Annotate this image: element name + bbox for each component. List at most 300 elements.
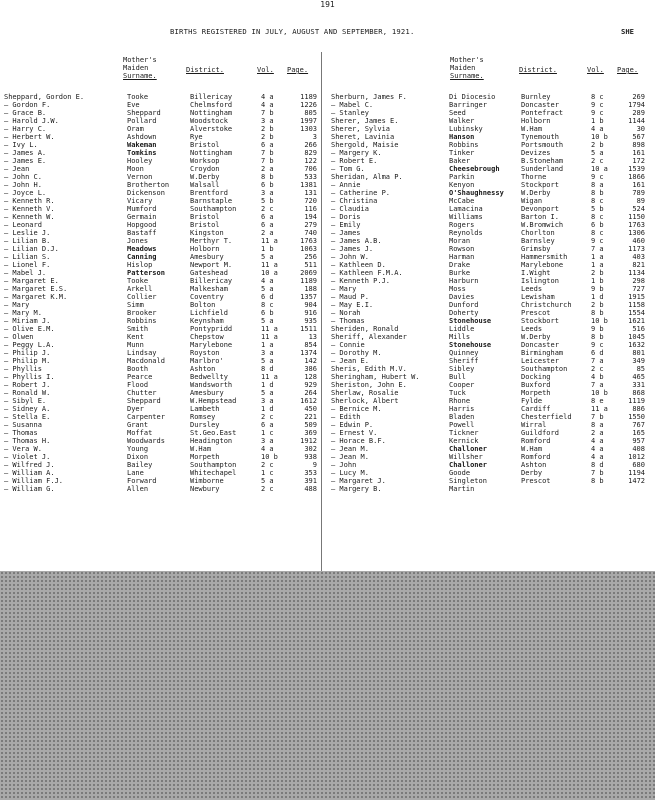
- register-entry: [4, 437, 318, 445]
- page-ref: 929: [304, 381, 317, 389]
- register-entry: [4, 429, 318, 437]
- page-ref: 266: [304, 141, 317, 149]
- mothers-maiden-name: Powell: [449, 421, 475, 429]
- register-entry: [4, 389, 318, 397]
- entry-name: — Stanley: [331, 109, 369, 117]
- district: Amesbury: [190, 389, 224, 397]
- volume: 1 a: [591, 261, 604, 269]
- register-entry: [4, 261, 318, 269]
- entry-name: — Gordon F.: [4, 101, 51, 109]
- entry-name: — Jean E.: [331, 357, 369, 365]
- entry-name: — Doris: [331, 213, 361, 221]
- volume: 2 a: [261, 165, 274, 173]
- register-entry: [4, 309, 318, 317]
- volume: 5 a: [261, 389, 274, 397]
- mothers-maiden-name: Pearce: [127, 373, 153, 381]
- entry-name: — Lilian B.: [4, 237, 51, 245]
- district: Marylebone: [190, 341, 233, 349]
- volume: 1 b: [591, 117, 604, 125]
- volume: 5 a: [261, 357, 274, 365]
- mothers-maiden-name: Simm: [127, 301, 144, 309]
- register-entry: [331, 381, 647, 389]
- entry-name: — Violet J.: [4, 453, 51, 461]
- volume: 6 a: [261, 221, 274, 229]
- entry-name: Sherlock, Albert: [331, 397, 399, 405]
- entry-name: — Horace B.F.: [331, 437, 386, 445]
- district: Lewisham: [521, 293, 555, 301]
- page-ref: 1194: [628, 469, 645, 477]
- register-entry: [4, 133, 318, 141]
- mothers-maiden-name: Munn: [127, 341, 144, 349]
- entry-name: — Catherine P.: [331, 189, 391, 197]
- district: Newport M.: [190, 261, 233, 269]
- mothers-maiden-name: Barringer: [449, 101, 487, 109]
- right-header-vol: [587, 66, 604, 74]
- register-entry: [331, 237, 647, 245]
- entry-name: Sherlaw, Rosalie: [331, 389, 399, 397]
- district: Stockbort: [521, 317, 559, 325]
- left-entries-column: [4, 93, 318, 493]
- page-ref: 1226: [300, 101, 317, 109]
- mothers-maiden-name: Parkin: [449, 173, 475, 181]
- entry-name: Sheppard, Gordon E.: [4, 93, 85, 101]
- register-entry: [331, 461, 647, 469]
- district: W.Ham: [521, 445, 543, 453]
- register-entry: [4, 349, 318, 357]
- volume: 8 d: [591, 461, 604, 469]
- volume: 10 a: [261, 269, 278, 277]
- page-ref: 1612: [300, 397, 317, 405]
- entry-name: — John: [331, 461, 357, 469]
- volume: 11 a: [261, 261, 278, 269]
- page-ref: 256: [304, 253, 317, 261]
- register-entry: [331, 453, 647, 461]
- mothers-maiden-name: Oram: [127, 125, 144, 133]
- page-ref: 898: [632, 141, 645, 149]
- page-ref: 131: [304, 189, 317, 197]
- district: Marylebone: [521, 261, 564, 269]
- mothers-maiden-name: Seed: [449, 109, 466, 117]
- entry-name: — James J.: [331, 245, 374, 253]
- mothers-maiden-name: Brotherton: [127, 181, 170, 189]
- register-entry: [331, 269, 647, 277]
- surname-range-code: SHE: [621, 27, 634, 36]
- entry-name: — Kathleen F.M.A.: [331, 269, 403, 277]
- district: Romford: [521, 453, 551, 461]
- mothers-maiden-name: Sheppard: [127, 397, 161, 405]
- register-entry: [331, 325, 647, 333]
- page-ref: 194: [304, 213, 317, 221]
- page-ref: 789: [632, 189, 645, 197]
- district: Lichfield: [190, 309, 228, 317]
- page-ref: 829: [304, 149, 317, 157]
- district: Prescot: [521, 309, 551, 317]
- mothers-maiden-name: Meadows: [127, 245, 157, 253]
- register-entry: [4, 381, 318, 389]
- district: Holborn: [190, 245, 220, 253]
- mothers-maiden-name: Macdonald: [127, 357, 165, 365]
- register-entry: [4, 93, 318, 101]
- register-entry: [4, 373, 318, 381]
- page-ref: 706: [304, 165, 317, 173]
- district: Merthyr T.: [190, 237, 233, 245]
- register-entry: [4, 125, 318, 133]
- header-text: Mother's: [450, 56, 484, 64]
- volume: 3 a: [261, 117, 274, 125]
- page-ref: 1045: [628, 333, 645, 341]
- right-header-page: [617, 66, 638, 74]
- district: Burnley: [521, 93, 551, 101]
- district: Docking: [521, 373, 551, 381]
- volume: 9 b: [591, 285, 604, 293]
- mothers-maiden-name: Robbins: [127, 317, 157, 325]
- page-ref: 2069: [300, 269, 317, 277]
- volume: 7 a: [591, 245, 604, 253]
- register-entry: [331, 301, 647, 309]
- volume: 5 a: [261, 477, 274, 485]
- register-entry: [4, 237, 318, 245]
- page-ref: 349: [632, 357, 645, 365]
- register-entry: [4, 173, 318, 181]
- entry-name: — Olwen: [4, 333, 34, 341]
- district: Brentford: [190, 189, 228, 197]
- volume: 1 b: [261, 245, 274, 253]
- volume: 7 b: [261, 157, 274, 165]
- mothers-maiden-name: Sheriff: [449, 357, 479, 365]
- entry-name: Shergold, Maisie: [331, 141, 399, 149]
- mothers-maiden-name: Allen: [127, 485, 149, 493]
- volume: 3 a: [261, 437, 274, 445]
- entry-name: — Thomas H.: [4, 437, 51, 445]
- page-ref: 916: [304, 309, 317, 317]
- register-entry: [4, 221, 318, 229]
- page-ref: 403: [632, 253, 645, 261]
- mothers-maiden-name: Sibley: [449, 365, 475, 373]
- entry-name: — Connie: [331, 341, 365, 349]
- district: Romford: [521, 437, 551, 445]
- entry-name: — Claudia: [331, 205, 369, 213]
- volume: 4 a: [591, 453, 604, 461]
- page-ref: 509: [304, 421, 317, 429]
- entry-name: — Mary: [331, 285, 357, 293]
- district: Woodstock: [190, 117, 228, 125]
- register-entry: [331, 285, 647, 293]
- entry-name: — Ivy L.: [4, 141, 38, 149]
- entry-name: — Mabel C.: [331, 101, 374, 109]
- page-ref: 1306: [628, 229, 645, 237]
- page-ref: 1763: [628, 221, 645, 229]
- register-entry: [4, 397, 318, 405]
- entry-name: — Maud P.: [331, 293, 369, 301]
- register-entry: [331, 405, 647, 413]
- entry-name: — Olive E.M.: [4, 325, 55, 333]
- district: W.Hempstead: [190, 397, 237, 405]
- register-entry: [331, 189, 647, 197]
- district: Wigan: [521, 197, 543, 205]
- mothers-maiden-name: Brooker: [127, 309, 157, 317]
- district: Buxford: [521, 381, 551, 389]
- volume: 1 a: [591, 253, 604, 261]
- volume: 10 b: [591, 317, 608, 325]
- page-ref: 1912: [300, 437, 317, 445]
- district: W.Derby: [190, 173, 220, 181]
- register-entry: [331, 293, 647, 301]
- district: Bedwellty: [190, 373, 228, 381]
- volume: 3 a: [261, 397, 274, 405]
- register-entry: [4, 229, 318, 237]
- entry-name: — James E.: [4, 157, 47, 165]
- entry-name: — Leslie J.: [4, 229, 51, 237]
- entry-name: — William G.: [4, 485, 55, 493]
- entry-name: — Phyllis: [4, 365, 42, 373]
- mothers-maiden-name: Tickner: [449, 429, 479, 437]
- volume: 10 b: [591, 133, 608, 141]
- entry-name: — Wilfred J.: [4, 461, 55, 469]
- register-entry: [4, 477, 318, 485]
- entry-name: — Joyce L.: [4, 189, 47, 197]
- register-entry: [331, 421, 647, 429]
- entry-name: — Margaret K.M.: [4, 293, 68, 301]
- mothers-maiden-name: Davies: [449, 293, 475, 301]
- entry-name: — Margaret J.: [331, 477, 386, 485]
- volume: 1 a: [261, 341, 274, 349]
- left-header-page: [287, 66, 308, 74]
- page-ref: 161: [632, 181, 645, 189]
- page-ref: 1012: [628, 453, 645, 461]
- mothers-maiden-name: Mills: [449, 333, 471, 341]
- page-ref: 1063: [300, 245, 317, 253]
- volume: 2 b: [591, 141, 604, 149]
- volume: 8 a: [591, 421, 604, 429]
- district: Coventry: [190, 293, 224, 301]
- page-ref: 1374: [300, 349, 317, 357]
- register-entry: [331, 205, 647, 213]
- mothers-maiden-name: Patterson: [127, 269, 165, 277]
- district: Amesbury: [190, 253, 224, 261]
- register-entry: [4, 181, 318, 189]
- register-entry: [4, 413, 318, 421]
- register-entry: [4, 453, 318, 461]
- header-text: Maiden: [450, 64, 476, 72]
- page-ref: 511: [304, 261, 317, 269]
- volume: 5 a: [591, 149, 604, 157]
- volume: 6 b: [591, 221, 604, 229]
- district: Nottingham: [190, 109, 233, 117]
- volume: 8 c: [591, 197, 604, 205]
- page-ref: 264: [304, 389, 317, 397]
- page-ref: 1144: [628, 117, 645, 125]
- mothers-maiden-name: Eve: [127, 101, 140, 109]
- mothers-maiden-name: Challoner: [449, 461, 487, 469]
- district: W.Derby: [521, 333, 551, 341]
- mothers-maiden-name: Bull: [449, 373, 466, 381]
- register-entry: [4, 317, 318, 325]
- district: Chorlton: [521, 229, 555, 237]
- volume: 9 c: [591, 237, 604, 245]
- mothers-maiden-name: Liddle: [449, 325, 475, 333]
- register-entry: [331, 229, 647, 237]
- register-entry: [4, 357, 318, 365]
- register-entry: [4, 365, 318, 373]
- volume: 1 d: [591, 293, 604, 301]
- entry-name: — Norah: [331, 309, 361, 317]
- entry-name: — James: [331, 229, 361, 237]
- mothers-maiden-name: Hislop: [127, 261, 153, 269]
- district: Marlbro': [190, 357, 224, 365]
- volume: 8 b: [591, 309, 604, 317]
- entry-name: Sherburn, James F.: [331, 93, 407, 101]
- entry-name: Sheriden, Ronald: [331, 325, 399, 333]
- register-entry: [331, 341, 647, 349]
- mothers-maiden-name: Tooke: [127, 93, 149, 101]
- volume: 4 b: [591, 373, 604, 381]
- entry-name: Sherer, James E.: [331, 117, 399, 125]
- district: Romsey: [190, 413, 216, 421]
- mothers-maiden-name: Stonehouse: [449, 317, 492, 325]
- mothers-maiden-name: Jones: [127, 237, 149, 245]
- entry-name: — Tom G.: [331, 165, 365, 173]
- register-entry: [331, 133, 647, 141]
- entry-name: — Robert E.: [331, 157, 378, 165]
- district: Thorne: [521, 173, 547, 181]
- district: W.Derby: [521, 189, 551, 197]
- register-entry: [331, 437, 647, 445]
- mothers-maiden-name: Germain: [127, 213, 157, 221]
- volume: 2 c: [261, 413, 274, 421]
- register-entry: [4, 445, 318, 453]
- page-number: 191: [320, 0, 335, 9]
- page-ref: 269: [632, 93, 645, 101]
- page-ref: 353: [304, 469, 317, 477]
- district: Cardiff: [521, 405, 551, 413]
- register-entry: [331, 141, 647, 149]
- mothers-maiden-name: Grant: [127, 421, 149, 429]
- register-entry: [331, 181, 647, 189]
- page-ref: 727: [632, 285, 645, 293]
- district: Bristol: [190, 221, 220, 229]
- register-entry: [4, 117, 318, 125]
- entry-name: — Lilian D.J.: [4, 245, 59, 253]
- district: I.Wight: [521, 269, 551, 277]
- page-ref: 9: [312, 461, 317, 469]
- left-header-district: [186, 66, 224, 74]
- volume: 1 c: [261, 429, 274, 437]
- mothers-maiden-name: Rogers: [449, 221, 475, 229]
- register-entry: [331, 317, 647, 325]
- district: Hammersmith: [521, 253, 568, 261]
- entry-name: — Margery B.: [331, 485, 382, 493]
- register-entry: [331, 469, 647, 477]
- page-ref: 1119: [628, 397, 645, 405]
- volume: 5 a: [261, 285, 274, 293]
- district: Barton I.: [521, 213, 559, 221]
- volume: 7 b: [261, 109, 274, 117]
- entry-name: — Lilian S.: [4, 253, 51, 261]
- volume: 10 b: [261, 453, 278, 461]
- volume: 7 b: [591, 413, 604, 421]
- mothers-maiden-name: Collier: [127, 293, 157, 301]
- register-entry: [4, 165, 318, 173]
- volume: 2 c: [261, 485, 274, 493]
- page-ref: 465: [632, 373, 645, 381]
- header-text: Maiden: [123, 64, 149, 72]
- mothers-maiden-name: Moffat: [127, 429, 153, 437]
- register-entry: [4, 101, 318, 109]
- column-divider: [321, 52, 322, 572]
- volume: 8 e: [591, 397, 604, 405]
- mothers-maiden-name: Walker: [449, 117, 475, 125]
- mothers-maiden-name: Moran: [449, 237, 471, 245]
- district: Ashton: [521, 461, 547, 469]
- page-ref: 30: [636, 125, 645, 133]
- register-entry: [331, 357, 647, 365]
- page-title: BIRTHS REGISTERED IN JULY, AUGUST AND SEPTEMBER, 1921.: [170, 27, 415, 36]
- page-ref: 1189: [300, 93, 317, 101]
- volume: 7 b: [591, 469, 604, 477]
- page-ref: 1554: [628, 309, 645, 317]
- district: Bolton: [190, 301, 216, 309]
- district: Chesterfield: [521, 413, 572, 421]
- header-text: Mother's: [123, 56, 157, 64]
- entry-name: — Jean M.: [331, 445, 369, 453]
- entry-name: — Christina: [331, 197, 378, 205]
- page-ref: 1763: [300, 237, 317, 245]
- page-ref: 1173: [628, 245, 645, 253]
- volume: 3 a: [261, 349, 274, 357]
- district: Devonport: [521, 205, 559, 213]
- volume: 4 a: [261, 101, 274, 109]
- volume: 3 a: [261, 189, 274, 197]
- page-ref: 1150: [628, 213, 645, 221]
- district: Prescot: [521, 477, 551, 485]
- page-ref: 868: [632, 389, 645, 397]
- district: Doncaster: [521, 101, 559, 109]
- page-ref: 1915: [628, 293, 645, 301]
- page-ref: 302: [304, 445, 317, 453]
- register-entry: [331, 197, 647, 205]
- district: W.Ham: [190, 445, 212, 453]
- entry-name: — Kenneth V.: [4, 205, 55, 213]
- district: Southampton: [190, 461, 237, 469]
- district: Keynsham: [190, 317, 224, 325]
- register-entry: [331, 109, 647, 117]
- entry-name: — Mabel J.: [4, 269, 47, 277]
- district: Southampton: [190, 205, 237, 213]
- volume: 5 b: [261, 197, 274, 205]
- volume: 11 a: [261, 333, 278, 341]
- register-entry: [331, 429, 647, 437]
- register-entry: [331, 333, 647, 341]
- mothers-maiden-name: Mumford: [127, 205, 157, 213]
- district: Leicester: [521, 357, 559, 365]
- register-entry: [331, 397, 647, 405]
- register-entry: [331, 117, 647, 125]
- register-entry: [331, 389, 647, 397]
- district: B.Stoneham: [521, 157, 564, 165]
- entry-name: — Kenneth W.: [4, 213, 55, 221]
- page-ref: 450: [304, 405, 317, 413]
- district: Wirral: [521, 421, 547, 429]
- volume: 8 b: [591, 477, 604, 485]
- district: Bristol: [190, 141, 220, 149]
- entry-name: Sherer, Sylvia: [331, 125, 391, 133]
- volume: 4 a: [591, 437, 604, 445]
- mothers-maiden-name: Robbins: [449, 141, 479, 149]
- volume: 8 b: [591, 333, 604, 341]
- entry-name: — Philip J.: [4, 349, 51, 357]
- district: Tynemouth: [521, 133, 559, 141]
- mothers-maiden-name: Reynolds: [449, 229, 483, 237]
